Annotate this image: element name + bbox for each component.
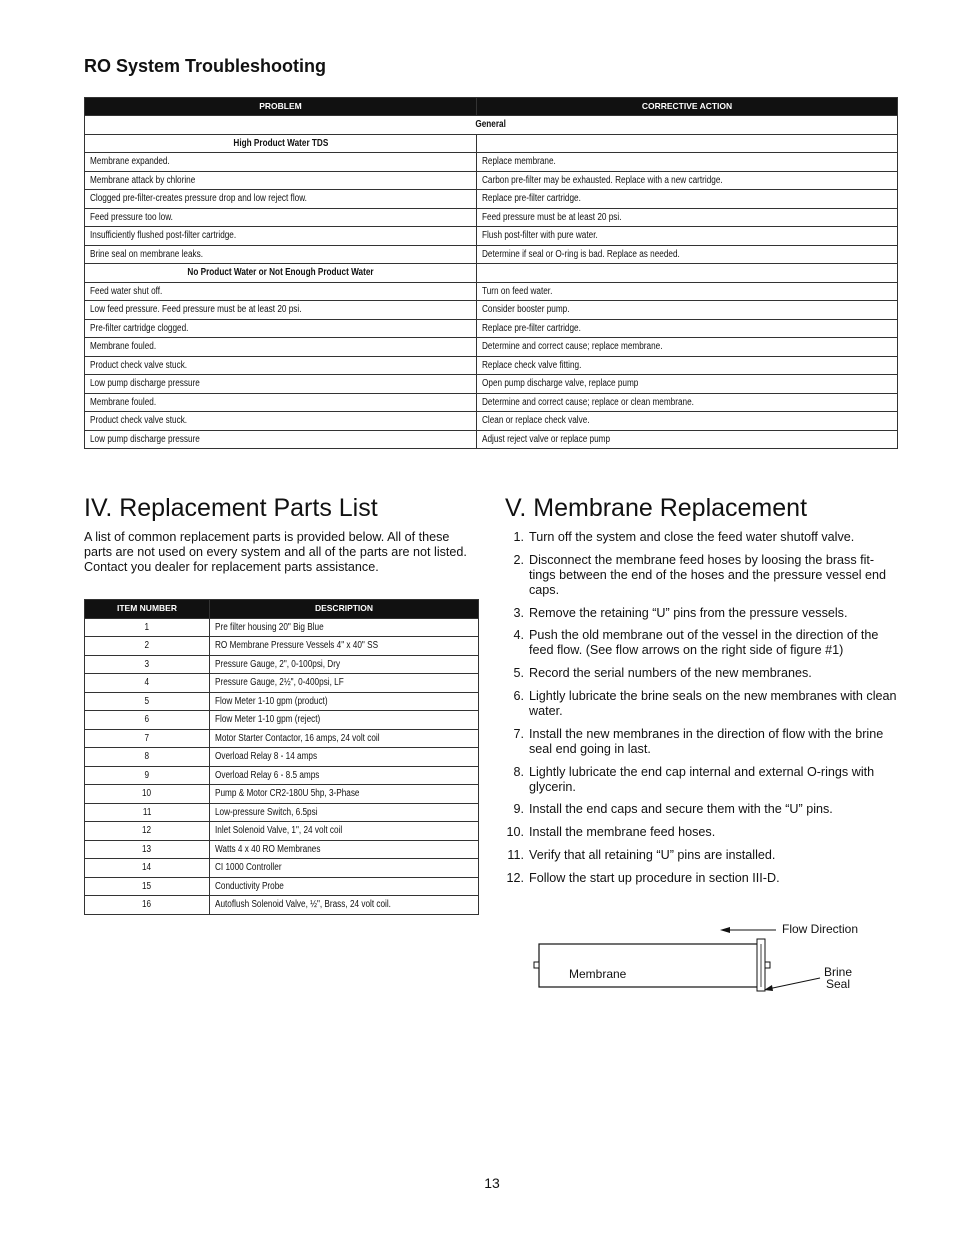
step-number: 4. — [513, 628, 524, 643]
action-cell: Replace pre-filter cartridge. — [477, 319, 898, 338]
membrane-left-fitting — [534, 962, 539, 968]
membrane-label: Membrane — [569, 967, 627, 981]
table-row — [85, 637, 479, 656]
action-cell: Turn on feed water. — [477, 282, 898, 301]
step-text: Push the old membrane out of the vessel in the direction of the feed flow. (See flow arrows on the right side of figure #1) — [529, 628, 879, 658]
problem-cell: Low pump discharge pressure — [85, 430, 477, 449]
table-row — [85, 840, 479, 859]
table-row — [85, 859, 479, 878]
item-number-cell: 14 — [85, 859, 210, 878]
group-row — [85, 134, 898, 153]
description-cell: RO Membrane Pressure Vessels 4" x 40" SS — [210, 637, 479, 656]
step-number: 12. — [506, 870, 524, 885]
list-item — [505, 825, 897, 840]
step-text: Lightly lubricate the end cap internal and external O-rings with glycerin. — [529, 764, 875, 794]
table-header-row — [85, 98, 898, 116]
step-text: Install the membrane feed hoses. — [529, 825, 716, 840]
step-text: Follow the start up procedure in section III-D. — [529, 870, 780, 885]
membrane-steps-list — [505, 530, 897, 894]
step-number: 3. — [513, 605, 524, 620]
section-row — [85, 116, 898, 135]
step-number: 7. — [513, 726, 524, 741]
step-text: Install the new membranes in the direction of flow with the brine seal end going in last. — [529, 726, 884, 756]
list-item — [505, 606, 897, 621]
description-cell: Inlet Solenoid Valve, 1", 24 volt coil — [210, 822, 479, 841]
problem-cell: Membrane attack by chlorine — [85, 171, 477, 190]
item-number-cell: 9 — [85, 766, 210, 785]
step-text: Disconnect the membrane feed hoses by loosing the brass fit-tings between the end of the hoses and the pressure vessel end caps. — [529, 552, 887, 597]
item-number-cell: 16 — [85, 896, 210, 915]
action-cell: Determine and correct cause; replace or clean membrane. — [477, 393, 898, 412]
table-row — [85, 412, 898, 431]
problem-cell: Pre-filter cartridge clogged. — [85, 319, 477, 338]
brine-seal-leader — [768, 978, 820, 989]
column-header-problem: PROBLEM — [85, 98, 477, 116]
description-cell: Motor Starter Contactor, 16 amps, 24 volt coil — [210, 729, 479, 748]
table-row — [85, 822, 479, 841]
parts-list-intro: A list of common replacement parts is provided below. All of these parts are not used on every system and all of the parts are not listed. Contact you dealer for replacement parts assistance. — [84, 530, 467, 574]
item-number-cell: 12 — [85, 822, 210, 841]
flow-direction-label: Flow Direction — [782, 922, 859, 936]
description-cell: Pre filter housing 20" Big Blue — [210, 618, 479, 637]
step-text: Install the end caps and secure them with the “U” pins. — [529, 802, 833, 817]
step-number: 8. — [513, 764, 524, 779]
item-number-cell: 13 — [85, 840, 210, 859]
table-row — [85, 729, 479, 748]
table-row — [85, 319, 898, 338]
action-cell: Replace membrane. — [477, 153, 898, 172]
membrane-right-fitting — [765, 962, 770, 968]
troubleshooting-table — [84, 97, 898, 449]
item-number-cell: 4 — [85, 674, 210, 693]
table-row — [85, 766, 479, 785]
action-cell: Clean or replace check valve. — [477, 412, 898, 431]
list-item — [505, 765, 897, 795]
item-number-cell: 10 — [85, 785, 210, 804]
table-row — [85, 803, 479, 822]
list-item — [505, 666, 897, 681]
table-row — [85, 896, 479, 915]
table-row — [85, 748, 479, 767]
description-cell: Conductivity Probe — [210, 877, 479, 896]
table-row — [85, 301, 898, 320]
group-title: No Product Water or Not Enough Product Water — [85, 264, 477, 283]
description-cell: Pressure Gauge, 2", 0-100psi, Dry — [210, 655, 479, 674]
description-cell: Pump & Motor CR2-180U 5hp, 3-Phase — [210, 785, 479, 804]
action-cell: Replace pre-filter cartridge. — [477, 190, 898, 209]
flow-arrow-head — [720, 927, 730, 933]
membrane-replacement-heading: V. Membrane Replacement — [505, 494, 808, 522]
description-cell: Flow Meter 1-10 gpm (reject) — [210, 711, 479, 730]
list-item — [505, 628, 897, 658]
item-number-cell: 3 — [85, 655, 210, 674]
list-item — [505, 727, 897, 757]
table-row — [85, 282, 898, 301]
table-row — [85, 655, 479, 674]
table-row — [85, 877, 479, 896]
list-item — [505, 871, 897, 886]
problem-cell: Product check valve stuck. — [85, 356, 477, 375]
table-row — [85, 692, 479, 711]
item-number-cell: 11 — [85, 803, 210, 822]
table-row — [85, 430, 898, 449]
action-cell: Flush post-filter with pure water. — [477, 227, 898, 246]
table-header-row — [85, 600, 479, 619]
list-item — [505, 689, 897, 719]
table-row — [85, 785, 479, 804]
action-cell: Feed pressure must be at least 20 psi. — [477, 208, 898, 227]
seal-label: Seal — [826, 977, 851, 991]
problem-cell: Product check valve stuck. — [85, 412, 477, 431]
problem-cell: Brine seal on membrane leaks. — [85, 245, 477, 264]
item-number-cell: 15 — [85, 877, 210, 896]
table-row — [85, 338, 898, 357]
list-item — [505, 530, 897, 545]
group-title: High Product Water TDS — [85, 134, 477, 153]
step-text: Remove the retaining “U” pins from the pressure vessels. — [529, 605, 848, 620]
step-number: 1. — [513, 530, 524, 544]
table-row — [85, 356, 898, 375]
item-number-cell: 2 — [85, 637, 210, 656]
problem-cell: Membrane expanded. — [85, 153, 477, 172]
group-row — [85, 264, 898, 283]
step-number: 10. — [506, 825, 524, 840]
action-cell: Adjust reject valve or replace pump — [477, 430, 898, 449]
table-row — [85, 674, 479, 693]
step-text: Lightly lubricate the brine seals on the new membranes with clean water. — [529, 688, 897, 718]
group-empty-cell — [477, 264, 898, 283]
parts-table — [84, 599, 479, 915]
brine-label: Brine — [824, 965, 853, 979]
action-cell: Determine if seal or O-ring is bad. Replace as needed. — [477, 245, 898, 264]
table-row — [85, 153, 898, 172]
group-empty-cell — [477, 134, 898, 153]
table-row — [85, 618, 479, 637]
table-row — [85, 711, 479, 730]
description-cell: Low-pressure Switch, 6.5psi — [210, 803, 479, 822]
action-cell: Determine and correct cause; replace membrane. — [477, 338, 898, 357]
troubleshooting-heading: RO System Troubleshooting — [84, 56, 327, 76]
table-row — [85, 208, 898, 227]
action-cell: Replace check valve fitting. — [477, 356, 898, 375]
description-cell: Watts 4 x 40 RO Membranes — [210, 840, 479, 859]
description-cell: CI 1000 Controller — [210, 859, 479, 878]
description-cell: Overload Relay 6 - 8.5 amps — [210, 766, 479, 785]
step-number: 9. — [513, 802, 524, 817]
step-text: Record the serial numbers of the new membranes. — [529, 666, 812, 681]
problem-cell: Insufficiently flushed post-filter cartridge. — [85, 227, 477, 246]
table-row — [85, 393, 898, 412]
table-row — [85, 190, 898, 209]
description-cell: Flow Meter 1-10 gpm (product) — [210, 692, 479, 711]
description-cell: Autoflush Solenoid Valve, ½", Brass, 24 volt coil. — [210, 896, 479, 915]
item-number-cell: 7 — [85, 729, 210, 748]
action-cell: Open pump discharge valve, replace pump — [477, 375, 898, 394]
item-number-cell: 5 — [85, 692, 210, 711]
table-row — [85, 227, 898, 246]
problem-cell: Feed water shut off. — [85, 282, 477, 301]
problem-cell: Feed pressure too low. — [85, 208, 477, 227]
problem-cell: Clogged pre-filter-creates pressure drop and low reject flow. — [85, 190, 477, 209]
description-cell: Overload Relay 8 - 14 amps — [210, 748, 479, 767]
step-number: 11. — [507, 847, 524, 862]
step-number: 2. — [513, 552, 524, 567]
column-header-description: DESCRIPTION — [210, 600, 479, 619]
list-item — [505, 802, 897, 817]
table-row — [85, 171, 898, 190]
item-number-cell: 8 — [85, 748, 210, 767]
step-number: 5. — [513, 666, 524, 681]
table-row — [85, 245, 898, 264]
list-item — [505, 553, 897, 598]
membrane-diagram — [520, 915, 880, 1000]
column-header-corrective-action: CORRECTIVE ACTION — [477, 98, 898, 116]
problem-cell: Low feed pressure. Feed pressure must be at least 20 psi. — [85, 301, 477, 320]
action-cell: Consider booster pump. — [477, 301, 898, 320]
column-header-item-number: ITEM NUMBER — [85, 600, 210, 619]
table-row — [85, 375, 898, 394]
list-item — [505, 848, 897, 863]
step-number: 6. — [513, 688, 524, 703]
action-cell: Carbon pre-filter may be exhausted. Replace with a new cartridge. — [477, 171, 898, 190]
page-number: 13 — [484, 1175, 500, 1191]
problem-cell: Low pump discharge pressure — [85, 375, 477, 394]
problem-cell: Membrane fouled. — [85, 338, 477, 357]
item-number-cell: 1 — [85, 618, 210, 637]
step-text: Verify that all retaining “U” pins are installed. — [529, 847, 776, 862]
problem-cell: Membrane fouled. — [85, 393, 477, 412]
description-cell: Pressure Gauge, 2½", 0-400psi, LF — [210, 674, 479, 693]
item-number-cell: 6 — [85, 711, 210, 730]
section-title: General — [85, 116, 898, 135]
step-text: Turn off the system and close the feed water shutoff valve. — [529, 530, 855, 544]
parts-list-heading: IV. Replacement Parts List — [84, 494, 378, 522]
